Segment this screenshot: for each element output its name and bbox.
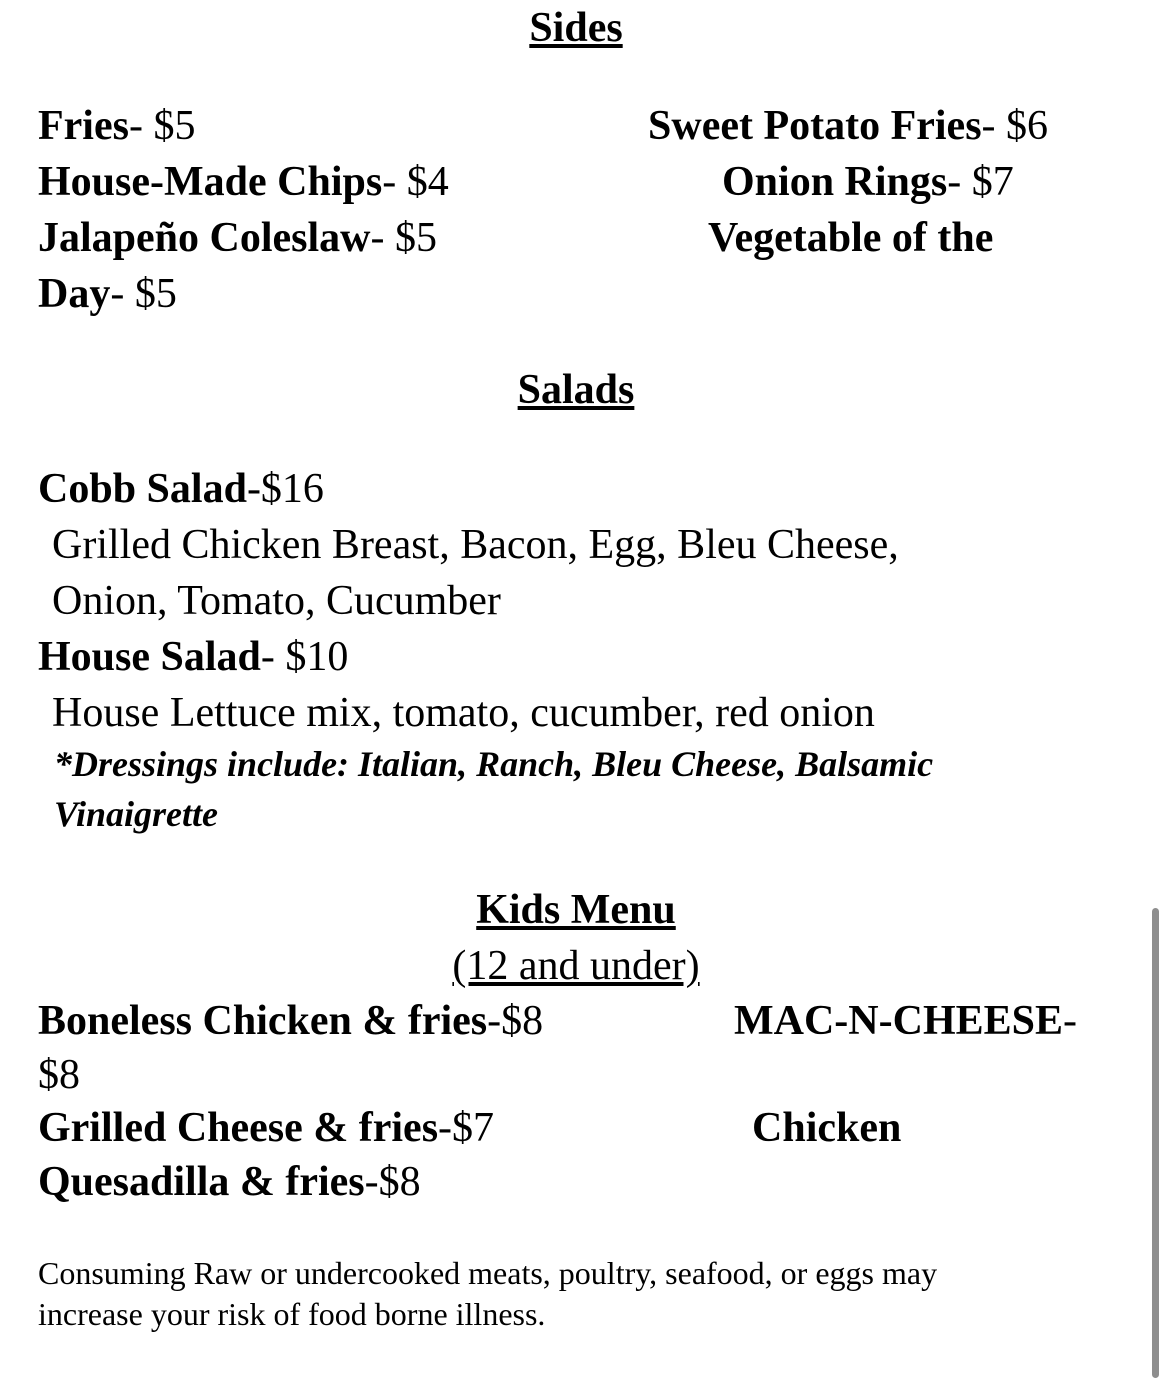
salad-item-name: House Salad [38, 634, 261, 680]
salad-description: Grilled Chicken Breast, Bacon, Egg, Bleu Cheese, [52, 522, 899, 568]
kids-item-quesadilla [38, 1154, 421, 1210]
kids-item-name: Boneless Chicken & fries [38, 998, 488, 1044]
side-item-price: - $6 [981, 103, 1049, 149]
kids-menu-heading: Kids Menu [476, 887, 676, 933]
kids-item-price: -$7 [438, 1105, 495, 1151]
kids-item-price: - [1063, 998, 1078, 1044]
side-item-name: Day [38, 271, 111, 317]
side-item-name: Sweet Potato Fries [648, 103, 982, 149]
salad-description: House Lettuce mix, tomato, cucumber, red onion [52, 690, 875, 736]
salad-item-name: Cobb Salad [38, 466, 247, 512]
vertical-scrollbar[interactable] [1152, 908, 1159, 1378]
kids-item-price: -$8 [364, 1159, 421, 1205]
side-item-price: - $7 [947, 159, 1014, 205]
kids-item-price-wrap: $8 [38, 1052, 80, 1098]
side-item-name: Onion Rings [722, 159, 948, 205]
kids-item-boneless-chicken [38, 993, 543, 1049]
side-item-price: - $5 [370, 215, 438, 261]
kids-item-mac-n-cheese [734, 993, 1077, 1049]
kids-item-name: MAC-N-CHEESE [734, 998, 1064, 1044]
side-item-sweet-potato-fries [648, 98, 1048, 154]
kids-menu-subheading: (12 and under) [452, 943, 700, 989]
kids-item-price: -$8 [487, 998, 544, 1044]
kids-item-name: Quesadilla & fries [38, 1159, 365, 1205]
side-item-price: - $5 [110, 271, 177, 317]
salads-heading: Salads [517, 367, 635, 413]
side-item-name: Vegetable of the [708, 215, 994, 261]
side-item-fries [38, 98, 195, 154]
side-item-day-wrap [38, 266, 177, 322]
kids-item-name: Grilled Cheese & fries [38, 1105, 439, 1151]
food-safety-disclaimer: increase your risk of food borne illness. [38, 1296, 546, 1332]
side-item-price: - $4 [382, 159, 449, 205]
salad-item-house [38, 629, 348, 685]
salad-item-price: -$16 [246, 466, 324, 512]
side-item-name: House-Made Chips [38, 159, 383, 205]
side-item-name: Jalapeño Coleslaw [38, 215, 371, 261]
kids-item-name: Chicken [752, 1105, 902, 1151]
side-item-jalapeno-coleslaw [38, 210, 437, 266]
kids-item-grilled-cheese [38, 1100, 494, 1156]
kids-item-chicken [752, 1100, 901, 1156]
side-item-name: Fries [38, 103, 129, 149]
side-item-onion-rings [722, 154, 1014, 210]
side-item-price: - $5 [128, 103, 196, 149]
sides-heading: Sides [529, 5, 623, 51]
salad-description: Onion, Tomato, Cucumber [52, 578, 501, 624]
salad-item-cobb [38, 461, 324, 517]
dressing-note: Vinaigrette [54, 794, 219, 834]
side-item-vegetable-of-the-day [708, 210, 993, 266]
side-item-house-made-chips [38, 154, 449, 210]
food-safety-disclaimer: Consuming Raw or undercooked meats, poultry, seafood, or eggs may [38, 1255, 938, 1291]
dressing-note: *Dressings include: Italian, Ranch, Bleu Cheese, Balsamic [54, 744, 934, 784]
salad-item-price: - $10 [260, 634, 349, 680]
